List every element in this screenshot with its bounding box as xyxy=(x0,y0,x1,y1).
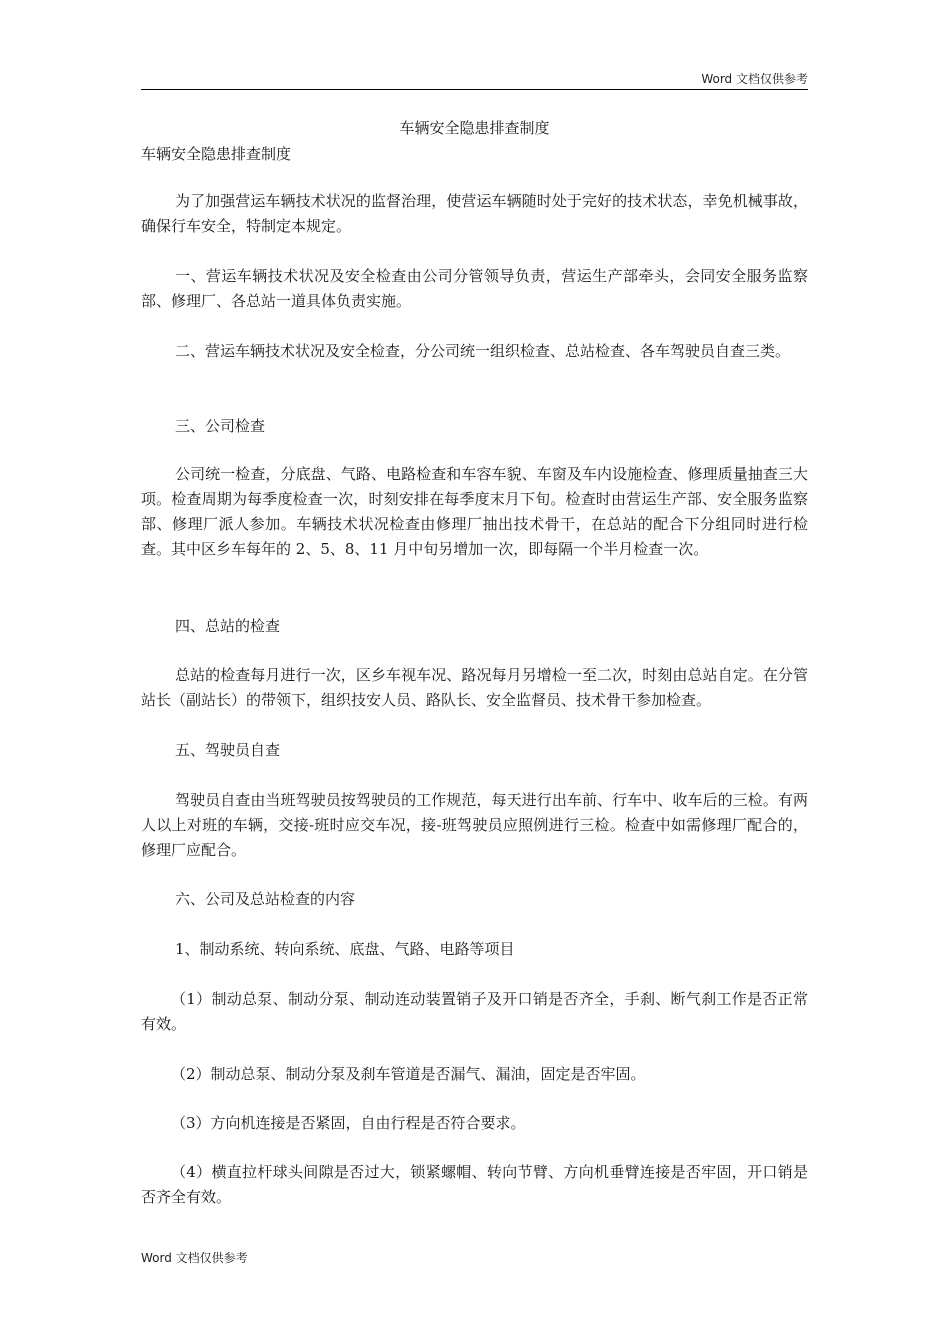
section-heading-5: 五、驾驶员自查 xyxy=(175,741,281,759)
item-1-heading: 1、制动系统、转向系统、底盘、气路、电路等项目 xyxy=(175,940,515,958)
paragraph-driver-check: 驾驶员自查由当班驾驶员按驾驶员的工作规范，每天进行出车前、行车中、收车后的三检。有两人以上对班的车辆，交接-班时应交车况，接-班驾驶员应照例进行三检。检查中如需修理厂配合的，修理厂应配合。 xyxy=(141,791,808,859)
item-1-2: （2）制动总泵、制动分泵及刹车管道是否漏气、漏油，固定是否牢固。 xyxy=(171,1065,646,1083)
page-footer: Word 文档仅供参考 xyxy=(141,1251,248,1265)
item-1-4: （4）横直拉杆球头间隙是否过大，锁紧螺帽、转向节臂、方向机垂臂连接是否牢固，开口销是否齐全有效。 xyxy=(141,1163,808,1206)
document-subtitle: 车辆安全隐患排查制度 xyxy=(141,145,292,163)
document-title: 车辆安全隐患排查制度 xyxy=(399,119,550,137)
paragraph-1: 一、营运车辆技术状况及安全检查由公司分管领导负责，营运生产部牵头，会同安全服务监察部、修理厂、各总站一道具体负责实施。 xyxy=(141,267,808,310)
section-heading-6: 六、公司及总站检查的内容 xyxy=(175,890,356,908)
header-text: Word 文档仅供参考 xyxy=(701,72,808,86)
item-1-3: （3）方向机连接是否紧固，自由行程是否符合要求。 xyxy=(171,1114,526,1132)
section-heading-4: 四、总站的检查 xyxy=(175,617,281,635)
paragraph-company-check: 公司统一检查，分底盘、气路、电路检查和车容车貌、车窗及车内设施检查、修理质量抽查三大项。检查周期为每季度检查一次，时刻安排在每季度末月下旬。检查时由营运生产部、安全服务监察部、修理厂派人参加。车辆技术状况检查由修理厂抽出技术骨干，在总站的配合下分组同时进行检查。其中区乡车每年的 2、5、8、11 月中旬另增加一次，即每隔一个半月检查一次。 xyxy=(141,465,808,558)
page-header xyxy=(141,72,808,90)
paragraph-intro: 为了加强营运车辆技术状况的监督治理，使营运车辆随时处于完好的技术状态，幸免机械事故，确保行车安全，特制定本规定。 xyxy=(141,192,808,235)
item-1-1: （1）制动总泵、制动分泵、制动连动装置销子及开口销是否齐全，手刹、断气刹工作是否正常有效。 xyxy=(141,990,808,1033)
paragraph-2: 二、营运车辆技术状况及安全检查，分公司统一组织检查、总站检查、各车驾驶员自查三类。 xyxy=(175,342,791,360)
paragraph-station-check: 总站的检查每月进行一次，区乡车视车况、路况每月另增检一至二次，时刻由总站自定。在分管站长（副站长）的带领下，组织技安人员、路队长、安全监督员、技术骨干参加检查。 xyxy=(141,666,808,709)
section-heading-3: 三、公司检查 xyxy=(175,417,266,435)
